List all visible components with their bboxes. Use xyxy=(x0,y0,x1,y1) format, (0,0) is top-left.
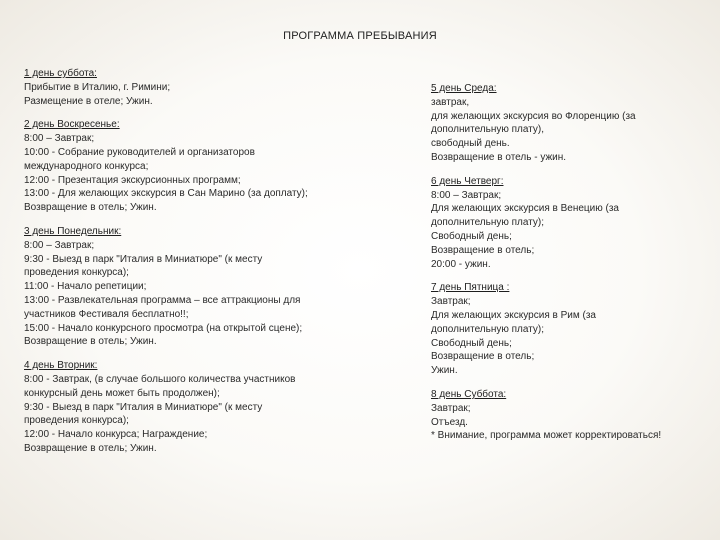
schedule-line: 10:00 - Собрание руководителей и организаторов xyxy=(24,146,255,158)
schedule-right-column xyxy=(431,82,706,453)
schedule-line: 20:00 - ужин. xyxy=(431,258,491,270)
schedule-line: 8:00 - Завтрак, (в случае большого количества участников xyxy=(24,373,296,385)
schedule-line: конкурсный день может быть продолжен); xyxy=(24,387,220,399)
schedule-line: для желающих экскурсия во Флоренцию (за xyxy=(431,110,636,122)
page-title: ПРОГРАММА ПРЕБЫВАНИЯ xyxy=(283,30,437,42)
day-block xyxy=(431,388,706,443)
schedule-line: 9:30 - Выезд в парк "Италия в Миниатюре" (к месту xyxy=(24,253,263,265)
day-heading: 4 день Вторник: xyxy=(24,360,98,372)
schedule-line: 15:00 - Начало конкурсного просмотра (на открытой сцене); xyxy=(24,322,303,334)
schedule-line: Возвращение в отель; xyxy=(431,351,535,363)
schedule-line: Размещение в отеле; Ужин. xyxy=(24,95,153,107)
day-heading: 8 день Суббота: xyxy=(431,388,507,400)
day-block xyxy=(24,118,384,215)
schedule-line: Возвращение в отель; Ужин. xyxy=(24,202,157,214)
day-heading: 3 день Понедельник: xyxy=(24,225,122,237)
schedule-line: Ужин. xyxy=(431,365,458,377)
schedule-line: Отъезд. xyxy=(431,416,468,428)
schedule-line: завтрак, xyxy=(431,96,470,108)
schedule-line: Завтрак; xyxy=(431,402,471,414)
schedule-line: 13:00 - Развлекательная программа – все аттракционы для xyxy=(24,294,301,306)
schedule-line: международного конкурса; xyxy=(24,160,149,172)
day-block xyxy=(24,225,384,349)
schedule-line: 9:30 - Выезд в парк "Италия в Миниатюре" (к месту xyxy=(24,401,263,413)
day-block xyxy=(431,82,706,165)
schedule-line: Возвращение в отель; xyxy=(431,244,535,256)
schedule-line: Возвращение в отель; Ужин. xyxy=(24,442,157,454)
day-heading: 6 день Четверг: xyxy=(431,175,504,187)
schedule-line: Прибытие в Италию, г. Римини; xyxy=(24,81,171,93)
schedule-line: 12:00 - Презентация экскурсионных программ; xyxy=(24,174,241,186)
schedule-line: Для желающих экскурсия в Рим (за xyxy=(431,309,596,321)
schedule-line: дополнительную плату), xyxy=(431,124,545,136)
schedule-line: 8:00 – Завтрак; xyxy=(431,189,502,201)
day-block xyxy=(24,67,384,108)
schedule-line: свободный день. xyxy=(431,138,510,150)
day-block xyxy=(431,175,706,272)
schedule-line: Свободный день; xyxy=(431,230,512,242)
schedule-line: дополнительную плату); xyxy=(431,323,545,335)
schedule-line: 13:00 - Для желающих экскурсия в Сан Марино (за доплату); xyxy=(24,188,308,200)
schedule-line: Возвращение в отель - ужин. xyxy=(431,151,567,163)
schedule-line: * Внимание, программа может корректироваться! xyxy=(431,430,662,442)
schedule-line: дополнительную плату); xyxy=(431,217,545,229)
schedule-line: 8:00 – Завтрак; xyxy=(24,239,95,251)
schedule-line: Завтрак; xyxy=(431,296,471,308)
schedule-line: Для желающих экскурсия в Венецию (за xyxy=(431,203,619,215)
day-heading: 5 день Среда: xyxy=(431,83,497,94)
schedule-line: проведения конкурса); xyxy=(24,415,129,427)
schedule-line: Свободный день; xyxy=(431,337,512,349)
day-heading: 2 день Воскресенье: xyxy=(24,119,120,131)
schedule-line: 11:00 - Начало репетиции; xyxy=(24,281,147,293)
schedule-line: 8:00 – Завтрак; xyxy=(24,133,95,145)
day-block xyxy=(431,281,706,378)
day-block xyxy=(24,359,384,456)
schedule-line: проведения конкурса); xyxy=(24,267,129,279)
day-heading: 1 день суббота: xyxy=(24,68,97,79)
schedule-line: Возвращение в отель; Ужин. xyxy=(24,336,157,348)
schedule-left-column xyxy=(24,67,384,466)
schedule-line: участников Фестиваля бесплатно!!; xyxy=(24,308,189,320)
day-heading: 7 день Пятница : xyxy=(431,282,510,294)
schedule-line: 12:00 - Начало конкурса; Награждение; xyxy=(24,429,208,441)
